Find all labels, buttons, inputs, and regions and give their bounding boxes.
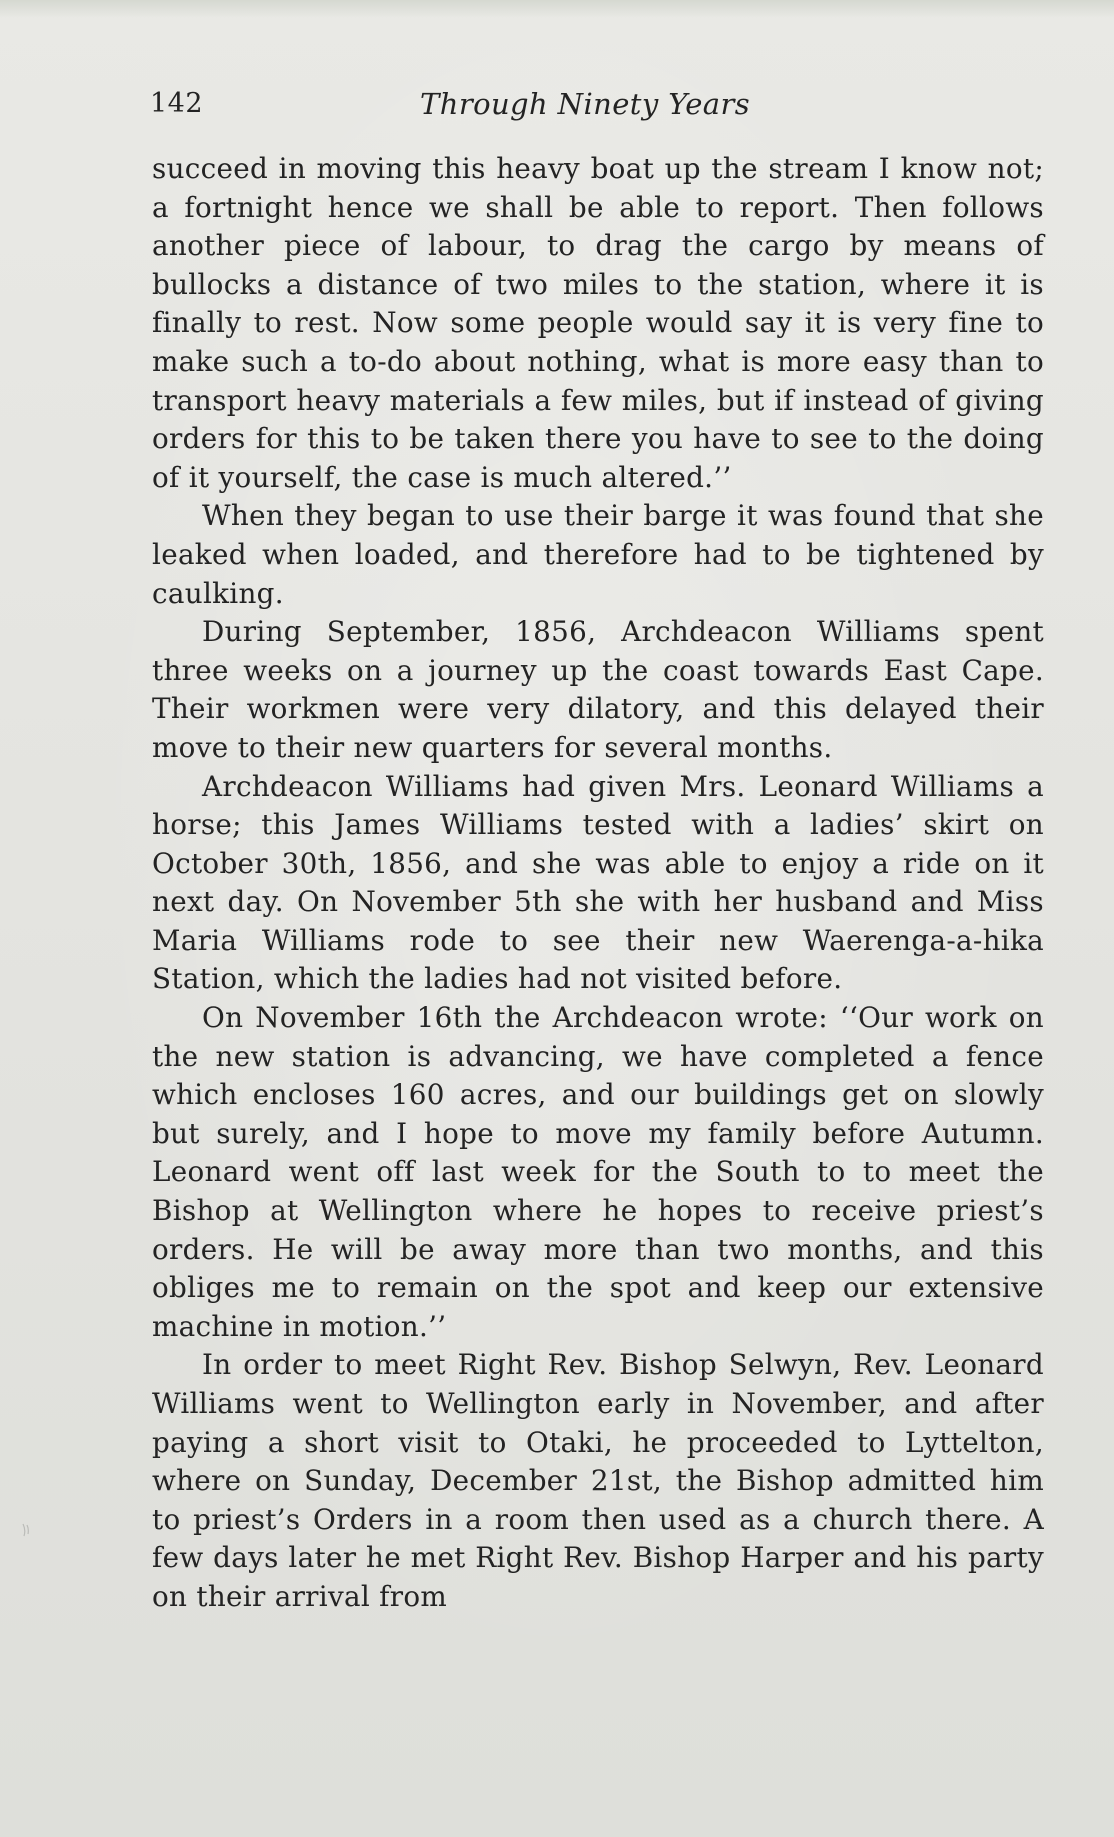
body-text <box>152 150 1044 1617</box>
paragraph: Archdeacon Williams had given Mrs. Leonard Williams a horse; this James Williams tested with a ladies’ skirt on October 30th, 1856, and she was able to enjoy a ride on it next day. On November 5th she with her husband and Miss Maria Williams rode to see their new Waerenga-a-hika Station, which the ladies had not visited before. <box>152 769 1044 996</box>
paragraph-continued: succeed in moving this heavy boat up the stream I know not; a fortnight hence we shall be able to report. Then follows another piece of labour, to drag the cargo by means of bullocks a distance of two miles to the station, where it is finally to rest. Now some people would say it is very fine to make such a to-do about nothing, what is more easy than to transport heavy materials a few miles, but if instead of giving orders for this to be taken there you have to see to the doing of it yourself, the case is much altered.’’ <box>152 152 1044 494</box>
paragraph: During September, 1856, Archdeacon Williams spent three weeks on a journey up the coast towards East Cape. Their workmen were very dilatory, and this delayed their move to their new quarters for several months. <box>152 615 1044 764</box>
page-number: 142 <box>150 88 204 119</box>
running-title: Through Ninety Years <box>420 87 751 121</box>
paragraph: When they began to use their barge it was found that she leaked when loaded, and therefore had to be tightened by caulking. <box>152 499 1044 610</box>
ink-mark <box>20 1522 32 1538</box>
paragraph: In order to meet Right Rev. Bishop Selwyn, Rev. Leonard Williams went to Wellington early in November, and after paying a short visit to Otaki, he proceeded to Lyttelton, where on Sunday, December 21st, the Bishop admitted him to priest’s Orders in a room then used as a church there. A few days later he met Right Rev. Bishop Harper and his party on their arrival from <box>152 1348 1044 1613</box>
running-head <box>150 82 1045 126</box>
paragraph: On November 16th the Archdeacon wrote: ‘‘Our work on the new station is advancing, we have completed a fence which encloses 160 acres, and our buildings get on slowly but surely, and I hope to move my family before Autumn. Leonard went off last week for the South to to meet the Bishop at Wellington where he hopes to receive priest’s orders. He will be away more than two months, and this obliges me to remain on the spot and keep our extensive machine in motion.’’ <box>152 1001 1044 1343</box>
page-edge <box>0 0 1114 18</box>
